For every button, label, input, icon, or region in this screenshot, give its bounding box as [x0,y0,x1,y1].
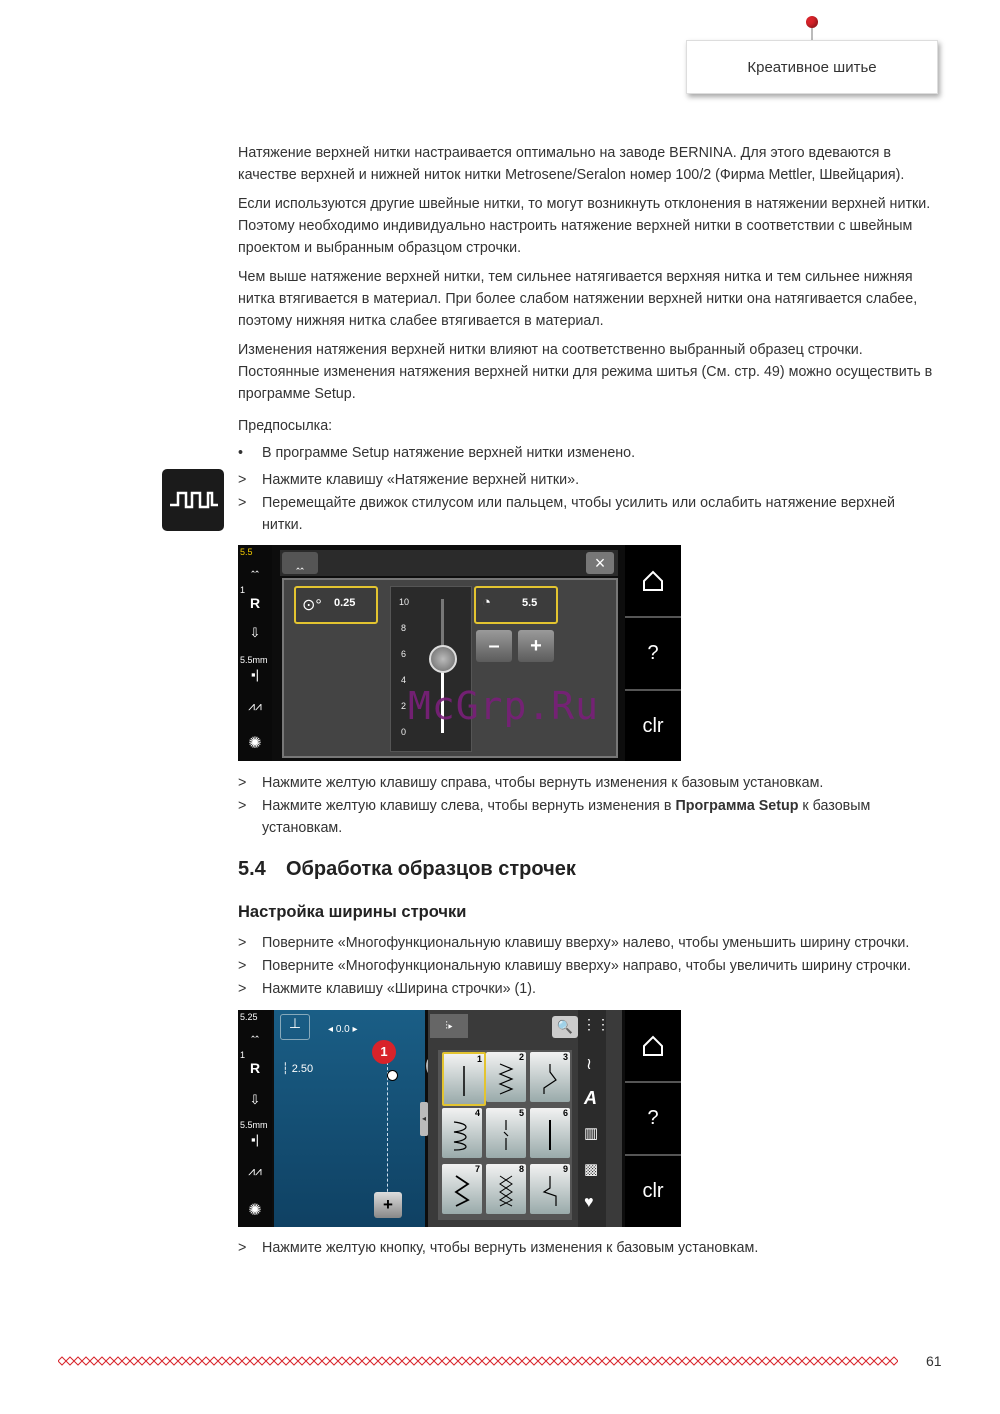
step-marker: > [238,958,247,974]
step-marker: > [238,775,247,791]
bobbin-icon[interactable]: ✺ [248,1202,262,1219]
scale-label: 0 [401,727,407,737]
scale-label: 8 [401,623,407,633]
step-text: Поверните «Многофункциональную клавишу вверху» направо, чтобы увеличить ширину строчки. [262,958,911,974]
step-item [238,469,938,491]
step-item [238,955,938,977]
step-text [262,795,938,839]
tension-value-small: 5.5 [240,547,253,557]
setup-tension-value: 0.25 [334,597,356,609]
stitch-width-number: 0.0 [335,1024,350,1035]
tension-side-icon[interactable]: ꞈꞈ [251,559,259,573]
tension-value-small: 5.25 [240,1012,258,1022]
step-item [238,795,938,839]
step-text-part: Нажмите желтую клавишу слева, чтобы вернуть изменения в [262,798,676,814]
scale-label: 6 [401,649,407,659]
scale-label: 4 [401,675,407,685]
subsection-heading: Настройка ширины строчки [238,903,467,921]
intro-paragraph: Если используются другие швейные нитки, то могут возникнуть отклонения в натяжении верхней нитки. Поэтому необходимо индивидуально настроить натяжение верхней нитки в соответствии с швейным проектом и выбранным образцом строчки. [238,196,931,256]
stitch-number: 6 [562,1108,568,1118]
page-number: 61 [926,1353,942,1369]
reset-tension-button[interactable] [474,586,558,624]
presser-foot-icon[interactable]: R [249,595,261,611]
stitch-tile[interactable] [530,1108,570,1158]
stitch-grid [438,1050,572,1220]
tension-panel [282,578,618,758]
screen-right-column [625,1010,681,1227]
presser-foot-icon[interactable]: R [249,1060,261,1076]
stitch-tile[interactable] [442,1108,482,1158]
stitch-line-right [387,1062,388,1212]
stitch-category-tab[interactable]: ⫶▸ [430,1014,468,1038]
step-text: Перемещайте движок стилусом или пальцем, чтобы усилить или ослабить натяжение верхней нитки. [262,495,895,533]
stitch-start-dot [387,1070,398,1081]
stitch-number: 8 [518,1164,524,1174]
tension-tab-icon[interactable]: ꞈꞈ [282,552,318,574]
stitch-number: 9 [562,1164,568,1174]
step-text: Поверните «Многофункциональную клавишу вверху» налево, чтобы уменьшить ширину строчки. [262,935,910,951]
screen-right-column [625,545,681,761]
stitch-edit-area [274,1010,425,1227]
stitch-tile[interactable] [486,1108,526,1158]
step-item [238,772,938,794]
callout-marker: 1 [372,1040,396,1064]
search-icon: 🔍 [556,1019,574,1034]
prereq-text: В программе Setup натяжение верхней нитки изменено. [262,445,636,461]
clr-button[interactable]: clr [642,1180,664,1202]
step-marker: > [238,981,247,997]
stitch-number: 2 [518,1052,524,1062]
stitch-icon[interactable]: ⩘⩘ [248,699,262,713]
foot-pressure-icon[interactable]: ⇩ [249,1092,261,1107]
step-marker: > [238,935,247,951]
screen-sidebar [238,1010,272,1227]
thread-tension-icon [162,469,224,531]
intro-paragraph: Натяжение верхней нитки настраивается оптимально на заводе BERNINA. Для этого вдеваются в качестве верхней и нижней ниток нитки Metrosene/Seralon номер 100/2 (Фирма Mettler, Швейцария). [238,145,905,183]
stitch-number: 3 [562,1052,568,1062]
step-text: Нажмите желтую кнопку, чтобы вернуть изменения к базовым установкам. [262,1240,759,1256]
pin-icon [806,16,818,28]
step-marker: > [238,495,247,511]
help-button[interactable]: ? [625,618,681,691]
quilt-stitches-icon[interactable]: ▩ [584,1161,599,1178]
stitch-tile[interactable] [442,1052,486,1106]
alphabets-icon[interactable]: A [584,1088,597,1108]
needle-number: 1 [240,1050,246,1060]
stitch-tile[interactable] [530,1164,570,1214]
home-button[interactable] [625,1010,681,1083]
panel-collapse-handle[interactable]: ◂ [420,1102,428,1136]
favorites-icon[interactable]: ♥ [584,1194,594,1211]
needle-width-label: 5.5mm [240,1120,268,1130]
add-button[interactable]: + [374,1192,402,1218]
scale-label: 2 [401,701,407,711]
step-marker: > [238,798,247,814]
intro-paragraph: Чем выше натяжение верхней нитки, тем сильнее натягивается верхняя нитка и тем сильнее нижняя нитка втягивается в материал. При более слабом натяжении верхней нитки она натягивается слабее, поэтому нижняя нитка слабее втягивается в материал. [238,269,918,329]
home-icon [642,570,664,592]
needle-width-label: 5.5mm [240,655,268,665]
category-bar [578,1010,610,1227]
step-text: Нажмите клавишу «Натяжение верхней нитки». [262,472,580,488]
section-heading [238,858,576,881]
clr-button[interactable]: clr [642,715,664,737]
practical-stitches-icon[interactable]: ⋮⋮ [582,1016,610,1032]
step-marker: > [238,1240,247,1256]
setup-program-name: Программа Setup [675,798,799,814]
stitch-selection-area [421,1010,622,1227]
tension-screen [238,545,681,761]
buttonholes-icon[interactable]: ▥ [584,1125,599,1142]
intro-paragraph: Изменения натяжения верхней нитки влияют на соответственно выбранный образец строчки. Постоянные изменения натяжения верхней нитки для режима шитья (См. стр. 49) можно осуществить в программе Setup. [238,342,933,402]
prereq-label: Предпосылка: [238,418,333,434]
stitch-screen [238,1010,681,1227]
intro-text [238,142,938,412]
stitch-length-number: 2.50 [291,1063,314,1075]
stitch-tile[interactable] [442,1164,482,1214]
increase-button[interactable]: + [518,630,554,662]
decrease-button[interactable]: – [476,630,512,662]
stitch-number: 1 [476,1054,482,1064]
tension-value: 5.5 [522,597,538,609]
thread-icon: ◔ [482,594,492,611]
step-item [238,1237,938,1259]
stitch-icon[interactable]: ⩘⩘ [248,1164,262,1178]
watermark: McGrp.Ru [408,684,600,728]
reset-icon: ⊙° [302,597,322,614]
stitch-width-value[interactable]: ◂ 0.0 ▸ [328,1024,358,1035]
step-text: Нажмите клавишу «Ширина строчки» (1). [262,981,536,997]
needle-number: 1 [240,585,246,595]
chapter-tab-label: Креативное шитье [747,58,877,76]
close-button[interactable]: × [586,552,614,574]
stitch-length-value[interactable]: ┆ 2.50 [282,1063,314,1075]
scale-label: 10 [399,597,410,607]
step-item [238,492,938,536]
footer-stitch-decoration [58,1356,898,1366]
search-button[interactable] [552,1016,578,1038]
step-item [238,978,938,1000]
help-button[interactable]: ? [625,1083,681,1156]
home-icon [642,1035,664,1057]
stitch-number: 4 [474,1108,480,1118]
panel-header [280,550,618,576]
section-number: 5.4 [238,858,266,880]
step-item [238,932,938,954]
slider-knob[interactable] [429,645,457,673]
stitch-tile[interactable] [486,1164,526,1214]
needle-position-icon[interactable]: ⊥ [280,1014,310,1040]
reset-setup-button[interactable] [294,586,378,624]
home-button[interactable] [625,545,681,618]
decorative-stitches-icon[interactable]: ≀ [586,1056,592,1073]
prereq-item [238,442,938,464]
section-title: Обработка образцов строчек [286,858,576,880]
bobbin-icon[interactable]: ✺ [248,735,262,752]
needle-plate-icon[interactable]: ▪| [251,667,259,682]
screen-sidebar [238,545,272,761]
stitch-tile[interactable] [530,1052,570,1102]
stitch-tile[interactable] [486,1052,526,1102]
step-marker: > [238,472,247,488]
step-text-part: к базовым установкам. [262,798,871,836]
foot-pressure-icon[interactable]: ⇩ [249,625,261,640]
stitch-number: 5 [518,1108,524,1118]
bullet-marker: • [238,445,244,461]
step-text: Нажмите желтую клавишу справа, чтобы вернуть изменения к базовым установкам. [262,775,824,791]
tension-side-icon[interactable]: ꞈꞈ [251,1024,259,1038]
needle-plate-icon[interactable]: ▪| [251,1132,259,1147]
stitch-number: 7 [474,1164,480,1174]
chapter-tab [686,40,938,94]
